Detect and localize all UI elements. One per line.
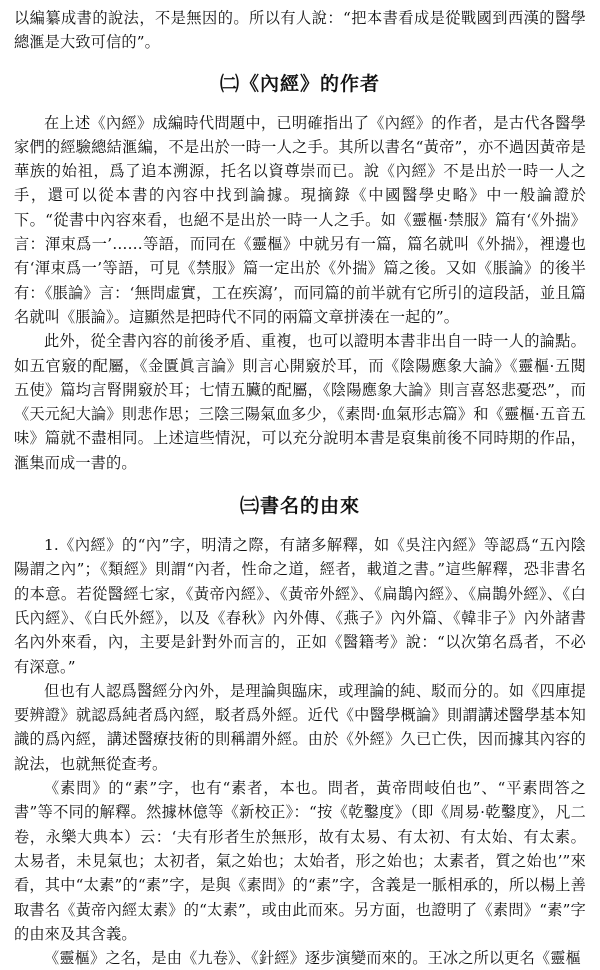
paragraph-authors-2: 此外，從全書內容的前後矛盾、重複，也可以證明本書非出自一時一人的論點。如五官竅的配屬，《金匱眞言論》則言心開竅於耳，而《陰陽應象大論》《靈樞·五閱五使》篇均言腎開竅於耳；七情五臟的配屬，《陰陽應象大論》則言喜怒悲憂恐”，而《天元紀大論》則悲作思；三陰三陽氣血多少，《素問·血氣形志篇》和《靈樞·五音五味》篇就不盡相同。上述這些情況，可以充分說明本書是裒集前後不同時期的作品，滙集而成一書的。	[14, 332, 586, 472]
paragraph-title-origin-3: 《素問》的“素”字，也有“素者，本也。問者，黃帝問岐伯也”、“平素問答之書”等不同的解釋。然據林億等《新校正》：“按《乾鑿度》（即《周易·乾鑿度》，凡二卷，永樂大典本）云：‘夫有形者生於無形，故有太易、有太初、有太始、有太素。太易者，未見氣也；太初者，氣之始也；太始者，形之始也；太素者，質之始也’”來看，其中“太素”的“素”字，是與《素問》的“素”字，含義是一脈相承的，所以楊上善取書名《黃帝內經太素》的“太素”，或由此而來。另方面，也證明了《素問》“素”字的由來及其含義。	[14, 779, 586, 943]
paragraph-continuation: 以編纂成書的說法，不是無因的。所以有人說：“把本書看成是從戰國到西漢的醫學總滙是大致可信的”。	[14, 9, 586, 52]
paragraph-title-origin-4: 《靈樞》之名，是由《九卷》、《針經》逐步演變而來的。王冰之所以更名《靈樞	[44, 949, 581, 968]
section-heading-title-origin: ㈢書名的由來	[239, 495, 360, 518]
section-heading-authors: ㈡《內經》的作者	[219, 72, 380, 95]
paragraph-title-origin-2: 但也有人認爲醫經分內外，是理論與臨床，或理論的純、駁而分的。如《四庫提要辨證》就認爲純者爲內經，駁者爲外經。近代《中醫學概論》則謂講述醫學基本知識的爲內經，講述醫療技術的則稱謂外經。由於《外經》久已亡佚，因而據其內容的說法，也就無從查考。	[14, 681, 586, 773]
paragraph-authors-1: 在上述《內經》成編時代問題中，已明確指出了《內經》的作者，是古代各醫學家們的經驗總結滙編，不是出於一時一人之手。其所以書名“黃帝”，亦不過因黃帝是華族的始祖，爲了追本溯源，托名以資尊崇而已。說《內經》不是出於一時一人之手，還可以從本書的內容中找到論據。現摘錄《中國醫學史略》中一般論證於下。“從書中內容來看，也絕不是出於一時一人之手。如《靈樞·禁服》篇有‘《外揣》言：渾束爲一’……等語，而同在《靈樞》中就另有一篇，篇名就叫《外揣》，裡邊也有‘渾束爲一’等語，可見《禁服》篇一定出於《外揣》篇之後。又如《脹論》的後半有：《脹論》言：‘無問虛實，工在疾瀉’，而同篇的前半就有它所引的這段話，並且篇名就叫《脹論》。這顯然是把時代不同的兩篇文章拼湊在一起的”。	[14, 113, 586, 326]
paragraph-title-origin-1: 1.《內經》的“內”字，明清之際，有諸多解釋，如《吳注內經》等認爲“五內陰陽謂之內”；《類經》則謂“內者，性命之道，經者，載道之書。”這些解釋，恐非書名的本意。若從醫經七家，《黃帝內經》、《黃帝外經》、《扁鵲內經》、《扁鵲外經》、《白氏內經》、《白氏外經》，以及《春秋》內外傳、《燕子》內外篇、《韓非子》內外諸書名內外來看，內，主要是針對外而言的，正如《醫籍考》說：“以次第名爲者，不必有深意。”	[14, 536, 586, 676]
